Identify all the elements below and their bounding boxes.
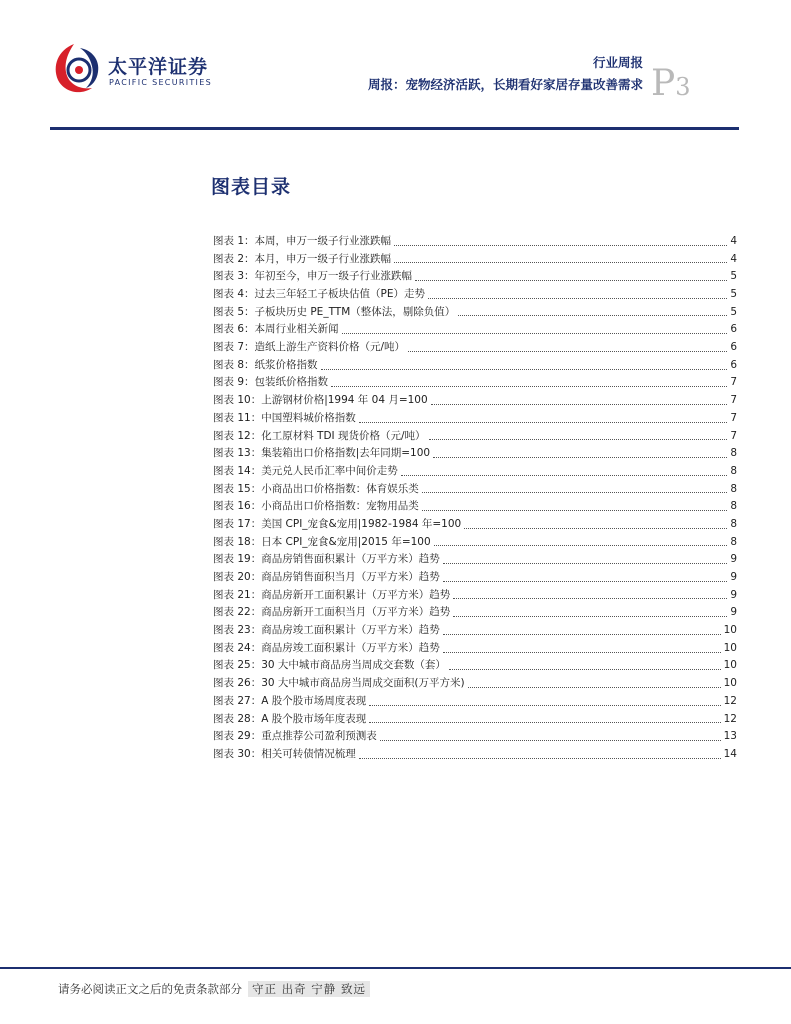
toc-item[interactable] (213, 534, 737, 552)
logo-english-name: PACIFIC SECURITIES (109, 78, 212, 87)
toc-item-page: 12 (723, 694, 737, 707)
toc-item[interactable] (213, 463, 737, 481)
footer-divider (0, 967, 791, 969)
toc-dot-leader (449, 669, 721, 670)
toc-item-label: 图表 24：商品房竣工面积累计（万平方米）趋势 (213, 641, 440, 654)
toc-item-page: 8 (730, 482, 737, 495)
toc-dot-leader (342, 333, 728, 334)
toc-item[interactable] (213, 640, 737, 658)
toc-dot-leader (422, 510, 728, 511)
toc-item-label: 图表 8：纸浆价格指数 (213, 358, 318, 371)
toc-item-label: 图表 19：商品房销售面积累计（万平方米）趋势 (213, 553, 440, 566)
toc-item-label: 图表 17：美国 CPI_宠食&宠用|1982-1984 年=100 (213, 517, 462, 530)
toc-item-label: 图表 30：相关可转债情况梳理 (213, 747, 356, 760)
toc-item[interactable] (213, 268, 737, 286)
toc-dot-leader (453, 598, 727, 599)
toc-list (213, 233, 737, 764)
toc-item[interactable] (213, 357, 737, 375)
toc-item[interactable] (213, 551, 737, 569)
toc-dot-leader (369, 722, 720, 723)
toc-dot-leader (458, 315, 727, 316)
toc-dot-leader (394, 262, 727, 263)
toc-item-label: 图表 14：美元兑人民币汇率中间价走势 (213, 464, 398, 477)
logo-chinese-name: 太平洋证券 (108, 56, 209, 78)
toc-dot-leader (443, 563, 728, 564)
toc-dot-leader (422, 492, 728, 493)
toc-item-page: 8 (730, 517, 737, 530)
toc-dot-leader (415, 280, 727, 281)
toc-item-label: 图表 18：日本 CPI_宠食&宠用|2015 年=100 (213, 535, 431, 548)
toc-item[interactable] (213, 445, 737, 463)
toc-item[interactable] (213, 622, 737, 640)
toc-item[interactable] (213, 428, 737, 446)
toc-item[interactable] (213, 251, 737, 269)
toc-item-label: 图表 27：A 股个股市场周度表现 (213, 694, 367, 707)
toc-dot-leader (453, 616, 727, 617)
toc-dot-leader (429, 439, 728, 440)
toc-item-label: 图表 9：包装纸价格指数 (213, 376, 329, 389)
toc-item-label: 图表 21：商品房新开工面积累计（万平方米）趋势 (213, 588, 451, 601)
toc-item-page: 12 (723, 712, 737, 725)
toc-item-page: 5 (730, 305, 737, 318)
toc-dot-leader (369, 705, 720, 706)
toc-dot-leader (331, 386, 727, 387)
toc-item-label: 图表 13：集装箱出口价格指数|去年同期=100 (213, 447, 431, 460)
toc-item-page: 10 (723, 624, 737, 637)
toc-dot-leader (394, 245, 727, 246)
pacific-securities-logo-icon (50, 40, 104, 96)
toc-dot-leader (380, 740, 721, 741)
toc-item-label: 图表 3：年初至今，申万一级子行业涨跌幅 (213, 270, 413, 283)
toc-item[interactable] (213, 339, 737, 357)
footer-disclaimer: 请务必阅读正文之后的免责条款部分 (58, 982, 242, 996)
toc-item-label: 图表 10：上游钢材价格|1994 年 04 月=100 (213, 394, 428, 407)
toc-item-label: 图表 28：A 股个股市场年度表现 (213, 712, 367, 725)
toc-dot-leader (428, 298, 727, 299)
toc-dot-leader (433, 457, 727, 458)
toc-item-page: 14 (723, 747, 737, 760)
toc-dot-leader (464, 528, 727, 529)
toc-dot-leader (401, 475, 728, 476)
toc-item[interactable] (213, 410, 737, 428)
toc-dot-leader (443, 652, 721, 653)
toc-item[interactable] (213, 711, 737, 729)
toc-item[interactable] (213, 233, 737, 251)
toc-dot-leader (359, 758, 721, 759)
page-number (651, 63, 691, 104)
toc-item-page: 7 (730, 394, 737, 407)
toc-item-label: 图表 23：商品房竣工面积累计（万平方米）趋势 (213, 624, 440, 637)
toc-item-page: 10 (723, 641, 737, 654)
toc-item-label: 图表 26：30 大中城市商品房当周成交面积(万平方米) (213, 677, 465, 690)
toc-dot-leader (443, 581, 728, 582)
toc-item-page: 8 (730, 447, 737, 460)
toc-item[interactable] (213, 693, 737, 711)
report-title: 周报：宠物经济活跃，长期看好家居存量改善需求 (367, 77, 643, 92)
report-type: 行业周报 (592, 55, 643, 70)
toc-item-label: 图表 15：小商品出口价格指数：体育娱乐类 (213, 482, 419, 495)
toc-item-label: 图表 25：30 大中城市商品房当周成交套数（套） (213, 659, 446, 672)
toc-item-page: 10 (723, 677, 737, 690)
toc-item-page: 9 (730, 606, 737, 619)
toc-item-page: 6 (730, 323, 737, 336)
toc-item[interactable] (213, 746, 737, 764)
toc-item-label: 图表 20：商品房销售面积当月（万平方米）趋势 (213, 571, 440, 584)
toc-item-page: 8 (730, 464, 737, 477)
toc-item[interactable] (213, 375, 737, 393)
toc-item[interactable] (213, 658, 737, 676)
toc-item[interactable] (213, 481, 737, 499)
toc-item-label: 图表 7：造纸上游生产资料价格（元/吨） (213, 341, 406, 354)
toc-heading: 图表目录 (211, 176, 292, 198)
toc-dot-leader (408, 351, 727, 352)
company-logo (50, 40, 210, 96)
toc-item-label: 图表 1：本周，申万一级子行业涨跌幅 (213, 234, 392, 247)
toc-item[interactable] (213, 675, 737, 693)
toc-item[interactable] (213, 516, 737, 534)
toc-dot-leader (359, 422, 728, 423)
toc-item-page: 4 (730, 252, 737, 265)
toc-item[interactable] (213, 304, 737, 322)
toc-item[interactable] (213, 498, 737, 516)
page-number-value: 3 (675, 73, 691, 101)
toc-item[interactable] (213, 286, 737, 304)
toc-item-label: 图表 22：商品房新开工面积当月（万平方米）趋势 (213, 606, 451, 619)
toc-item-page: 9 (730, 553, 737, 566)
toc-item-page: 7 (730, 376, 737, 389)
toc-item-page: 7 (730, 411, 737, 424)
toc-dot-leader (321, 369, 728, 370)
toc-item-page: 7 (730, 429, 737, 442)
toc-item[interactable] (213, 321, 737, 339)
toc-item[interactable] (213, 392, 737, 410)
toc-item-label: 图表 29：重点推荐公司盈利预测表 (213, 730, 377, 743)
toc-dot-leader (468, 687, 721, 688)
toc-item-page: 13 (723, 730, 737, 743)
toc-dot-leader (431, 404, 728, 405)
toc-item-label: 图表 5：子板块历史 PE_TTM（整体法，剔除负值） (213, 305, 456, 318)
toc-item-page: 6 (730, 341, 737, 354)
toc-item-page: 5 (730, 270, 737, 283)
toc-item[interactable] (213, 604, 737, 622)
toc-item-page: 5 (730, 288, 737, 301)
toc-item-page: 8 (730, 500, 737, 513)
toc-item-label: 图表 11：中国塑料城价格指数 (213, 411, 356, 424)
toc-item-page: 9 (730, 571, 737, 584)
toc-item-label: 图表 2：本月，申万一级子行业涨跌幅 (213, 252, 392, 265)
toc-item[interactable] (213, 728, 737, 746)
footer-slogan: 守正 出奇 宁静 致远 (248, 981, 370, 997)
toc-item-label: 图表 12：化工原材料 TDI 现货价格（元/吨） (213, 429, 426, 442)
toc-item-page: 8 (730, 535, 737, 548)
toc-dot-leader (434, 545, 728, 546)
toc-dot-leader (443, 634, 721, 635)
toc-item-label: 图表 6：本周行业相关新闻 (213, 323, 339, 336)
toc-item[interactable] (213, 569, 737, 587)
toc-item-page: 9 (730, 588, 737, 601)
toc-item-label: 图表 16：小商品出口价格指数：宠物用品类 (213, 500, 419, 513)
footer (58, 981, 370, 997)
toc-item-page: 4 (730, 234, 737, 247)
page-number-prefix: P (651, 63, 676, 104)
toc-item-label: 图表 4：过去三年轻工子板块估值（PE）走势 (213, 288, 425, 301)
toc-item-page: 6 (730, 358, 737, 371)
header-divider (50, 127, 739, 130)
toc-item-page: 10 (723, 659, 737, 672)
toc-item[interactable] (213, 587, 737, 605)
